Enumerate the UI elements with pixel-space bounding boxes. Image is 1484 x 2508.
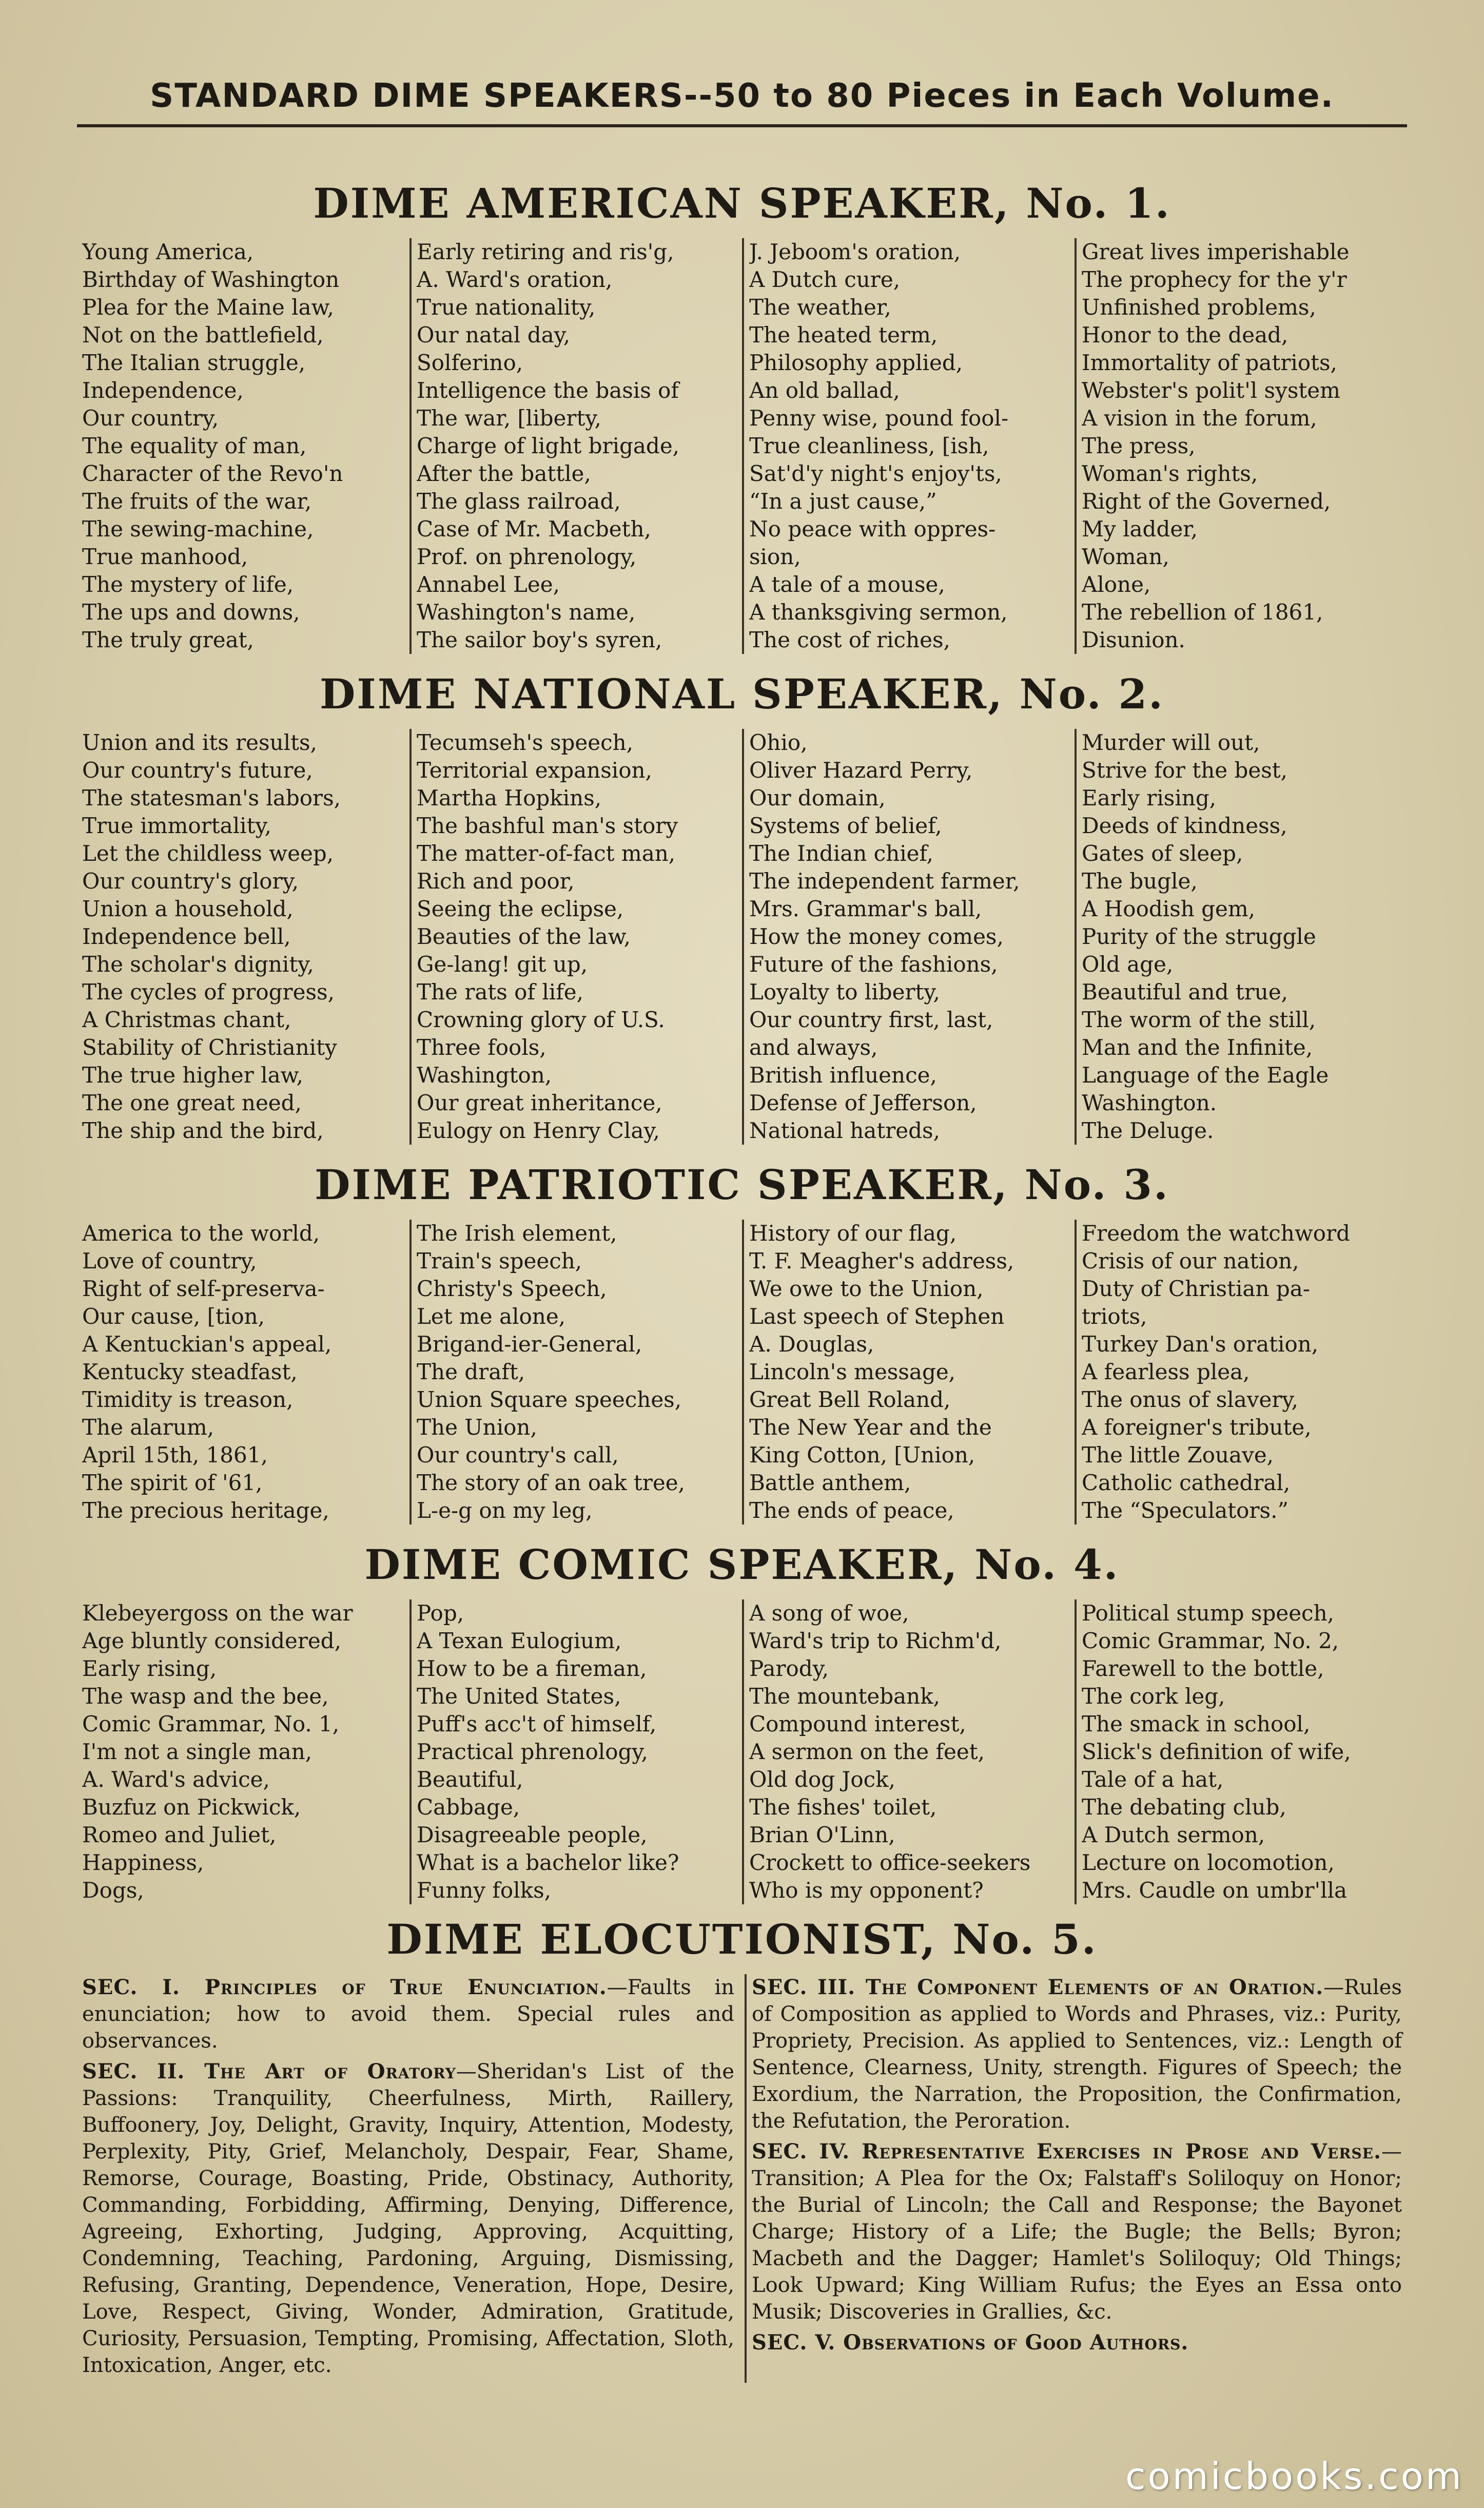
list-item: Seeing the eclipse, <box>417 896 624 921</box>
list-column <box>742 1599 1075 1904</box>
list-item: The Irish element, <box>417 1221 617 1246</box>
list-item: Union Square speeches, <box>417 1387 682 1412</box>
list-item: True immortality, <box>82 813 271 838</box>
list-item: The sailor boy's syren, <box>417 627 662 652</box>
list-item: Battle anthem, <box>749 1470 911 1495</box>
list-item: Happiness, <box>82 1850 204 1875</box>
list-item: Our natal day, <box>417 322 571 348</box>
elocutionist-sec-4 <box>752 2138 1402 2325</box>
list-item: and always, <box>749 1035 878 1060</box>
list-item: Brian O'Linn, <box>749 1822 895 1847</box>
sec-3-body: —Rules of Composition as applied to Words and Phrases, viz.: Purity, Propriety, Precision. As applied to Sentences, viz.: Length of Sentence, Clearness, Unity, strength. Figures of Speech; the Exordium, the Narration, the Proposition, the Confirmation, the Refutation, the Peroration. <box>752 1976 1402 2133</box>
list-item: No peace with oppres- <box>749 516 996 542</box>
list-item: Political stump speech, <box>1082 1600 1334 1626</box>
list-item: Strive for the best, <box>1082 758 1288 783</box>
list-item: Let the childless weep, <box>82 841 334 866</box>
list-column <box>77 1220 409 1525</box>
list-item: A tale of a mouse, <box>749 572 945 597</box>
list-item: Catholic cathedral, <box>1082 1470 1291 1495</box>
list-item: True nationality, <box>417 295 596 320</box>
list-item: Train's speech, <box>417 1248 582 1274</box>
list-item: The independent farmer, <box>749 869 1020 894</box>
list-item: Practical phrenology, <box>417 1739 648 1764</box>
list-item: The Indian chief, <box>749 841 933 866</box>
list-item: Language of the Eagle <box>1082 1063 1329 1088</box>
list-item: The spirit of '61, <box>82 1470 263 1495</box>
list-item: Our domain, <box>749 785 886 811</box>
list-item: Beautiful and true, <box>1082 979 1288 1005</box>
list-item: Comic Grammar, No. 1, <box>82 1711 340 1737</box>
list-item: A. Douglas, <box>749 1332 874 1357</box>
list-item: Right of self-preserva- <box>82 1276 325 1301</box>
list-item: Buzfuz on Pickwick, <box>82 1795 301 1820</box>
list-item: Rich and poor, <box>417 869 575 894</box>
list-item: The story of an oak tree, <box>417 1470 685 1495</box>
list-item: Man and the Infinite, <box>1082 1035 1313 1060</box>
sec-1-body: —Faults in enunciation; how to avoid them. Special rules and observances. <box>82 1976 734 2053</box>
list-item: True cleanliness, [ish, <box>749 433 989 458</box>
list-item: What is a bachelor like? <box>417 1850 679 1875</box>
watermark-text: comicbooks.com <box>1125 2455 1463 2498</box>
list-item: A Kentuckian's appeal, <box>82 1332 332 1357</box>
list-item: Old dog Jock, <box>749 1767 895 1792</box>
list-item: Disagreeable people, <box>417 1822 648 1847</box>
list-item: Honor to the dead, <box>1082 322 1288 348</box>
list-item: “In a just cause,” <box>749 489 937 514</box>
list-item: Christy's Speech, <box>417 1276 607 1301</box>
masthead-title: STANDARD DIME SPEAKERS--50 to 80 Pieces in Each Volume. <box>77 77 1407 127</box>
list-item: After the battle, <box>417 461 591 486</box>
list-item: Timidity is treason, <box>82 1387 294 1412</box>
list-item: Woman, <box>1082 544 1169 569</box>
list-item: A Texan Eulogium, <box>417 1628 622 1653</box>
list-item: The Union, <box>417 1415 537 1440</box>
list-item: Murder will out, <box>1082 730 1260 755</box>
list-item: A fearless plea, <box>1082 1359 1250 1384</box>
list-item: The bashful man's story <box>417 813 678 838</box>
list-item: British influence, <box>749 1063 937 1088</box>
section-list-american-speaker <box>77 238 1407 654</box>
list-item: The matter-of-fact man, <box>417 841 676 866</box>
section-list-patriotic-speaker <box>77 1220 1407 1525</box>
list-item: Tale of a hat, <box>1082 1767 1224 1792</box>
elocutionist-left-column <box>77 1974 739 2383</box>
list-item: The equality of man, <box>82 433 307 458</box>
list-item: The scholar's dignity, <box>82 952 314 977</box>
list-item: The true higher law, <box>82 1063 303 1088</box>
section-list-national-speaker <box>77 729 1407 1145</box>
list-column <box>409 1220 742 1525</box>
list-item: The Italian struggle, <box>82 350 306 375</box>
list-item: Beauties of the law, <box>417 924 631 949</box>
list-column <box>742 729 1075 1145</box>
section-title-national-speaker: DIME NATIONAL SPEAKER, No. 2. <box>320 670 1164 718</box>
sec-2-heading: SEC. II. The Art of Oratory <box>82 2059 456 2083</box>
list-item: Funny folks, <box>417 1878 551 1903</box>
list-column <box>77 238 409 654</box>
list-item: The sewing-machine, <box>82 516 314 542</box>
list-item: Mrs. Grammar's ball, <box>749 896 982 921</box>
list-item: The “Speculators.” <box>1082 1498 1288 1523</box>
list-item: Tecumseh's speech, <box>417 730 633 755</box>
list-item: The mountebank, <box>749 1684 940 1709</box>
list-item: Future of the fashions, <box>749 952 998 977</box>
list-item: Our country's glory, <box>82 869 299 894</box>
list-item: Slick's definition of wife, <box>1082 1739 1351 1764</box>
list-item: A Dutch sermon, <box>1082 1822 1265 1847</box>
list-item: Freedom the watchword <box>1082 1221 1351 1246</box>
list-item: A sermon on the feet, <box>749 1739 985 1764</box>
list-item: Mrs. Caudle on umbr'lla <box>1082 1878 1348 1903</box>
list-item: Territorial expansion, <box>417 758 652 783</box>
list-item: The debating club, <box>1082 1795 1286 1820</box>
list-item: Comic Grammar, No. 2, <box>1082 1628 1339 1653</box>
list-item: Ge-lang! git up, <box>417 952 588 977</box>
list-item: We owe to the Union, <box>749 1276 984 1301</box>
list-item: Independence, <box>82 378 244 403</box>
list-item: The war, [liberty, <box>417 406 601 431</box>
list-item: Philosophy applied, <box>749 350 963 375</box>
list-item: The statesman's labors, <box>82 785 341 811</box>
list-item: The rats of life, <box>417 979 583 1005</box>
list-item: The press, <box>1082 433 1196 458</box>
list-item: Turkey Dan's oration, <box>1082 1332 1319 1357</box>
list-item: National hatreds, <box>749 1118 940 1143</box>
list-item: The onus of slavery, <box>1082 1387 1298 1412</box>
list-item: Farewell to the bottle, <box>1082 1656 1324 1681</box>
list-item: The fruits of the war, <box>82 489 312 514</box>
list-item: Crowning glory of U.S. <box>417 1007 665 1032</box>
list-item: Let me alone, <box>417 1304 566 1329</box>
sec-1-heading: SEC. I. Principles of True Enunciation. <box>82 1975 607 1999</box>
list-item: The alarum, <box>82 1415 214 1440</box>
list-item: Dogs, <box>82 1878 144 1903</box>
list-item: A thanksgiving sermon, <box>749 600 1008 625</box>
list-column <box>409 729 742 1145</box>
list-column <box>77 1599 409 1904</box>
list-column <box>77 729 409 1145</box>
elocutionist-sec-1 <box>82 1974 734 2054</box>
list-item: Puff's acc't of himself, <box>417 1711 657 1737</box>
list-item: April 15th, 1861, <box>82 1442 268 1468</box>
list-item: Loyalty to liberty, <box>749 979 940 1005</box>
list-item: How to be a fireman, <box>417 1656 647 1681</box>
list-item: Solferino, <box>417 350 523 375</box>
list-item: A song of woe, <box>749 1600 909 1626</box>
list-item: The weather, <box>749 295 891 320</box>
elocutionist-contents <box>77 1974 1407 2383</box>
list-item: Age bluntly considered, <box>82 1628 341 1653</box>
list-item: The smack in school, <box>1082 1711 1311 1737</box>
section-title-comic-speaker: DIME COMIC SPEAKER, No. 4. <box>364 1540 1120 1589</box>
list-item: sion, <box>749 544 801 569</box>
list-item: Beautiful, <box>417 1767 523 1792</box>
list-item: Union and its results, <box>82 730 317 755</box>
list-item: Union a household, <box>82 896 294 921</box>
list-item: King Cotton, [Union, <box>749 1442 975 1468</box>
list-item: The ship and the bird, <box>82 1118 324 1143</box>
list-item: The mystery of life, <box>82 572 294 597</box>
section-title-elocutionist: DIME ELOCUTIONIST, No. 5. <box>386 1915 1098 1963</box>
list-item: Compound interest, <box>749 1711 966 1737</box>
list-item: The glass railroad, <box>417 489 621 514</box>
section-title-american-speaker: DIME AMERICAN SPEAKER, No. 1. <box>313 179 1171 227</box>
list-column <box>409 238 742 654</box>
list-item: Ward's trip to Richm'd, <box>749 1628 1002 1653</box>
list-item: Klebeyergoss on the war <box>82 1600 353 1626</box>
list-item: Eulogy on Henry Clay, <box>417 1118 660 1143</box>
list-item: Our great inheritance, <box>417 1090 662 1115</box>
list-item: Deeds of kindness, <box>1082 813 1287 838</box>
list-item: T. F. Meagher's address, <box>749 1248 1014 1274</box>
list-item: Brigand-ier-General, <box>417 1332 642 1357</box>
list-column <box>1075 238 1407 654</box>
list-item: Not on the battlefield, <box>82 322 324 348</box>
list-item: The cycles of progress, <box>82 979 335 1005</box>
list-column <box>409 1599 742 1904</box>
list-item: The little Zouave, <box>1082 1442 1274 1468</box>
list-item: Intelligence the basis of <box>417 378 679 403</box>
list-item: Lincoln's message, <box>749 1359 956 1384</box>
list-item: Last speech of Stephen <box>749 1304 1005 1329</box>
list-item: True manhood, <box>82 544 248 569</box>
elocutionist-sec-5 <box>752 2329 1402 2356</box>
list-item: I'm not a single man, <box>82 1739 313 1764</box>
sec-2-body: —Sheridan's List of the Passions: Tranquility, Cheerfulness, Mirth, Raillery, Buffoonery, Joy, Delight, Gravity, Inquiry, Attention, Modesty, Perplexity, Pity, Grief, Melancholy, Despair, Fear, Shame, Remorse, Courage, Boasting, Pride, Obstinacy, Authority, Commanding, Forbidding, Affirming, Denying, Difference, Agreeing, Exhorting, Judging, Approving, Acquitting, Condemning, Teaching, Pardoning, Arguing, Dismissing, Refusing, Granting, Dependence, Veneration, Hope, Desire, Love, Respect, Giving, Wonder, Admiration, Gratitude, Curiosity, Persuasion, Tempting, Promising, Affectation, Sloth, Intoxication, Anger, etc. <box>82 2060 734 2377</box>
list-item: Immortality of patriots, <box>1082 350 1337 375</box>
elocutionist-sec-2 <box>82 2058 734 2379</box>
list-item: Love of country, <box>82 1248 257 1274</box>
list-item: L-e-g on my leg, <box>417 1498 593 1523</box>
list-item: A Dutch cure, <box>749 267 901 292</box>
list-item: J. Jeboom's oration, <box>749 239 961 264</box>
list-item: Early retiring and ris'g, <box>417 239 674 264</box>
list-column <box>742 238 1075 654</box>
list-item: Penny wise, pound fool- <box>749 406 1009 431</box>
list-item: Early rising, <box>82 1656 217 1681</box>
list-item: Independence bell, <box>82 924 291 949</box>
list-item: Right of the Governed, <box>1082 489 1331 514</box>
list-item: Crockett to office-seekers <box>749 1850 1031 1875</box>
list-item: Gates of sleep, <box>1082 841 1243 866</box>
elocutionist-right-column <box>745 1974 1407 2383</box>
list-item: Woman's rights, <box>1082 461 1258 486</box>
list-item: Cabbage, <box>417 1795 520 1820</box>
list-item: Crisis of our nation, <box>1082 1248 1299 1274</box>
list-item: The United States, <box>417 1684 621 1709</box>
list-item: Alone, <box>1082 572 1151 597</box>
list-item: Martha Hopkins, <box>417 785 602 811</box>
list-item: Webster's polit'l system <box>1082 378 1340 403</box>
list-item: Charge of light brigade, <box>417 433 680 458</box>
list-item: Our country, <box>82 406 219 431</box>
list-item: My ladder, <box>1082 516 1198 542</box>
list-item: The rebellion of 1861, <box>1082 600 1323 625</box>
list-item: The wasp and the bee, <box>82 1684 329 1709</box>
list-item: History of our flag, <box>749 1221 957 1246</box>
list-item: The Deluge. <box>1082 1118 1214 1143</box>
list-item: Duty of Christian pa- <box>1082 1276 1310 1301</box>
list-item: The one great need, <box>82 1090 302 1115</box>
list-item: Plea for the Maine law, <box>82 295 334 320</box>
list-item: The cork leg, <box>1082 1684 1225 1709</box>
list-item: A foreigner's tribute, <box>1082 1415 1312 1440</box>
list-column <box>1075 1599 1407 1904</box>
list-item: An old ballad, <box>749 378 900 403</box>
sec-5-heading: SEC. V. Observations of Good Authors. <box>752 2330 1189 2355</box>
list-item: Early rising, <box>1082 785 1217 811</box>
list-item: Systems of belief, <box>749 813 942 838</box>
list-item: Romeo and Juliet, <box>82 1822 277 1847</box>
list-item: The fishes' toilet, <box>749 1795 937 1820</box>
list-item: Annabel Lee, <box>417 572 560 597</box>
list-item: Parody, <box>749 1656 829 1681</box>
list-item: The precious heritage, <box>82 1498 329 1523</box>
list-item: Three fools, <box>417 1035 546 1060</box>
list-item: The heated term, <box>749 322 938 348</box>
list-item: Lecture on locomotion, <box>1082 1850 1335 1875</box>
list-item: Stability of Christianity <box>82 1035 337 1060</box>
list-item: Our country's future, <box>82 758 313 783</box>
list-item: A. Ward's oration, <box>417 267 613 292</box>
list-item: Purity of the struggle <box>1082 924 1316 949</box>
list-item: Old age, <box>1082 952 1174 977</box>
list-item: triots, <box>1082 1304 1147 1329</box>
list-item: Oliver Hazard Perry, <box>749 758 973 783</box>
list-item: Unfinished problems, <box>1082 295 1316 320</box>
sec-4-heading: SEC. IV. Representative Exercises in Prose and Verse. <box>752 2139 1381 2164</box>
list-item: The worm of the still, <box>1082 1007 1316 1032</box>
list-item: Defense of Jefferson, <box>749 1090 977 1115</box>
list-item: Our country first, last, <box>749 1007 993 1032</box>
section-list-comic-speaker <box>77 1599 1407 1904</box>
list-item: The ups and downs, <box>82 600 300 625</box>
list-item: Kentucky steadfast, <box>82 1359 298 1384</box>
list-item: Our cause, [tion, <box>82 1304 265 1329</box>
list-item: The ends of peace, <box>749 1498 954 1523</box>
list-item: Disunion. <box>1082 627 1185 652</box>
list-item: Our country's call, <box>417 1442 619 1468</box>
list-item: Who is my opponent? <box>749 1878 984 1903</box>
list-column <box>1075 729 1407 1145</box>
list-item: Washington. <box>1082 1090 1217 1115</box>
list-column <box>1075 1220 1407 1525</box>
list-item: How the money comes, <box>749 924 1004 949</box>
list-column <box>742 1220 1075 1525</box>
list-item: Sat'd'y night's enjoy'ts, <box>749 461 1002 486</box>
list-item: The New Year and the <box>749 1415 992 1440</box>
list-item: The cost of riches, <box>749 627 950 652</box>
list-item: A vision in the forum, <box>1082 406 1317 431</box>
list-item: A. Ward's advice, <box>82 1767 270 1792</box>
list-item: Young America, <box>82 239 254 264</box>
sec-3-heading: SEC. III. The Component Elements of an Oration. <box>752 1975 1324 1999</box>
list-item: America to the world, <box>82 1221 320 1246</box>
list-item: The truly great, <box>82 627 254 652</box>
list-item: Prof. on phrenology, <box>417 544 637 569</box>
list-item: Ohio, <box>749 730 808 755</box>
list-item: Great Bell Roland, <box>749 1387 951 1412</box>
list-item: The bugle, <box>1082 869 1198 894</box>
list-item: Birthday of Washington <box>82 267 340 292</box>
section-title-patriotic-speaker: DIME PATRIOTIC SPEAKER, No. 3. <box>315 1161 1169 1209</box>
elocutionist-sec-3 <box>752 1974 1402 2134</box>
list-item: A Christmas chant, <box>82 1007 291 1032</box>
list-item: Washington, <box>417 1063 552 1088</box>
list-item: The draft, <box>417 1359 525 1384</box>
list-item: The prophecy for the y'r <box>1082 267 1347 292</box>
list-item: Great lives imperishable <box>1082 239 1350 264</box>
list-item: Character of the Revo'n <box>82 461 343 486</box>
list-item: A Hoodish gem, <box>1082 896 1256 921</box>
list-item: Washington's name, <box>417 600 636 625</box>
list-item: Pop, <box>417 1600 464 1626</box>
sec-4-body: —Transition; A Plea for the Ox; Falstaff's Soliloquy on Honor; the Burial of Lincoln; the Call and Response; the Bayonet Charge; History of a Life; the Bugle; the Bells; Byron; Macbeth and the Dagger; Hamlet's Soliloquy; Old Things; Look Upward; King William Rufus; the Eyes an Essa onto Musik; Discoveries in Grallies, &c. <box>752 2140 1402 2324</box>
list-item: Case of Mr. Macbeth, <box>417 516 651 542</box>
